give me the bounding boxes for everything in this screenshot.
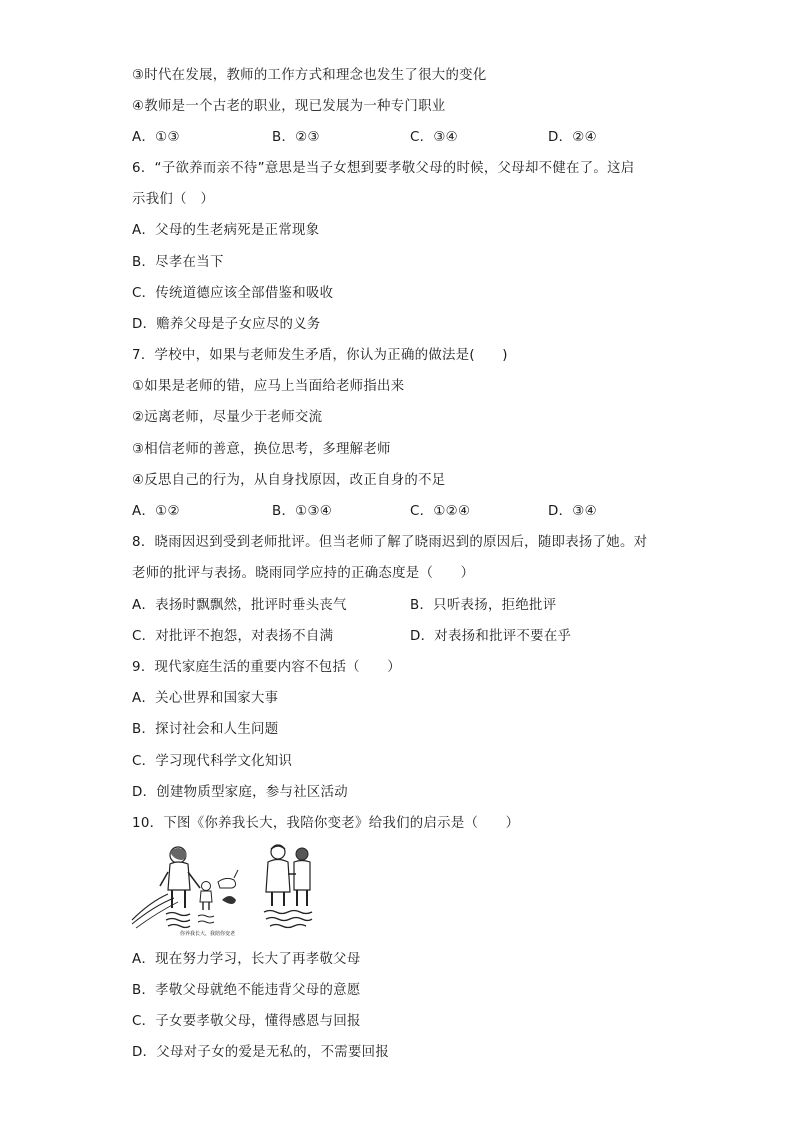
q5-option-b: B．②③ [272,130,320,145]
q7-stem: 7．学校中，如果与老师发生矛盾，你认为正确的做法是( ) [132,348,508,363]
q8-stem-line-1: 8．晓雨因迟到受到老师批评。但当老师了解了晓雨迟到的原因后，随即表扬了她。对 [132,535,648,550]
q10-stem: 10．下图《你养我长大，我陪你变老》给我们的启示是（ ） [132,816,520,831]
q10-option-a: A．现在努力学习，长大了再孝敬父母 [132,952,361,967]
q6-option-a: A．父母的生老病死是正常现象 [132,223,320,238]
q8-option-c: C．对批评不抱怨，对表扬不自满 [132,629,334,644]
family-illustration [130,842,262,942]
q5-option-d: D．②④ [548,130,597,145]
q10-option-d: D．父母对子女的爱是无私的，不需要回报 [132,1045,390,1060]
q10-option-c: C．子女要孝敬父母，懂得感恩与回报 [132,1014,361,1029]
q7-item-2: ②远离老师，尽量少于老师交流 [132,410,323,425]
q7-option-b: B．①③④ [272,504,333,519]
figure-caption: 你养我长大，我陪你变老 [180,931,236,937]
q8-option-a: A．表扬时飘飘然，批评时垂头丧气 [132,598,347,613]
parent-child-drawing [130,842,262,932]
q7-item-3: ③相信老师的善意，换位思考，多理解老师 [132,442,391,457]
q9-option-b: B．探讨社会和人生问题 [132,722,279,737]
q10-option-b: B．孝敬父母就绝不能违背父母的意愿 [132,983,361,998]
q6-stem-line-1: 6．“子欲养而亲不待”意思是当子女想到要孝敬父母的时候，父母却不健在了。这启 [132,161,635,176]
q7-option-a: A．①② [132,504,180,519]
q9-option-a: A．关心世界和国家大事 [132,691,279,706]
q7-option-c: C．①②④ [410,504,471,519]
q6-option-b: B．尽孝在当下 [132,255,224,270]
q6-stem-line-2: 示我们（ ） [132,192,215,207]
q9-option-c: C．学习现代科学文化知识 [132,754,293,769]
q9-stem: 9．现代家庭生活的重要内容不包括（ ） [132,660,401,675]
q7-option-d: D．③④ [548,504,597,519]
q9-option-d: D．创建物质型家庭，参与社区活动 [132,785,348,800]
q8-option-d: D．对表扬和批评不要在乎 [410,629,572,644]
q8-option-b: B．只听表扬，拒绝批评 [410,598,557,613]
q6-option-c: C．传统道德应该全部借鉴和吸收 [132,286,334,301]
q5-option-c: C．③④ [410,130,458,145]
q5-option-a: A．①③ [132,130,180,145]
q7-item-4: ④反思自己的行为，从自身找原因，改正自身的不足 [132,473,446,488]
q5-item-3: ③时代在发展，教师的工作方式和理念也发生了很大的变化 [132,68,487,83]
elderly-couple-drawing [260,842,330,932]
q8-stem-line-2: 老师的批评与表扬。晓雨同学应持的正确态度是（ ） [132,566,475,581]
q6-option-d: D．赡养父母是子女应尽的义务 [132,317,321,332]
q7-item-1: ①如果是老师的错，应马上当面给老师指出来 [132,379,405,394]
q5-item-4: ④教师是一个古老的职业，现已发展为一种专门职业 [132,99,446,114]
